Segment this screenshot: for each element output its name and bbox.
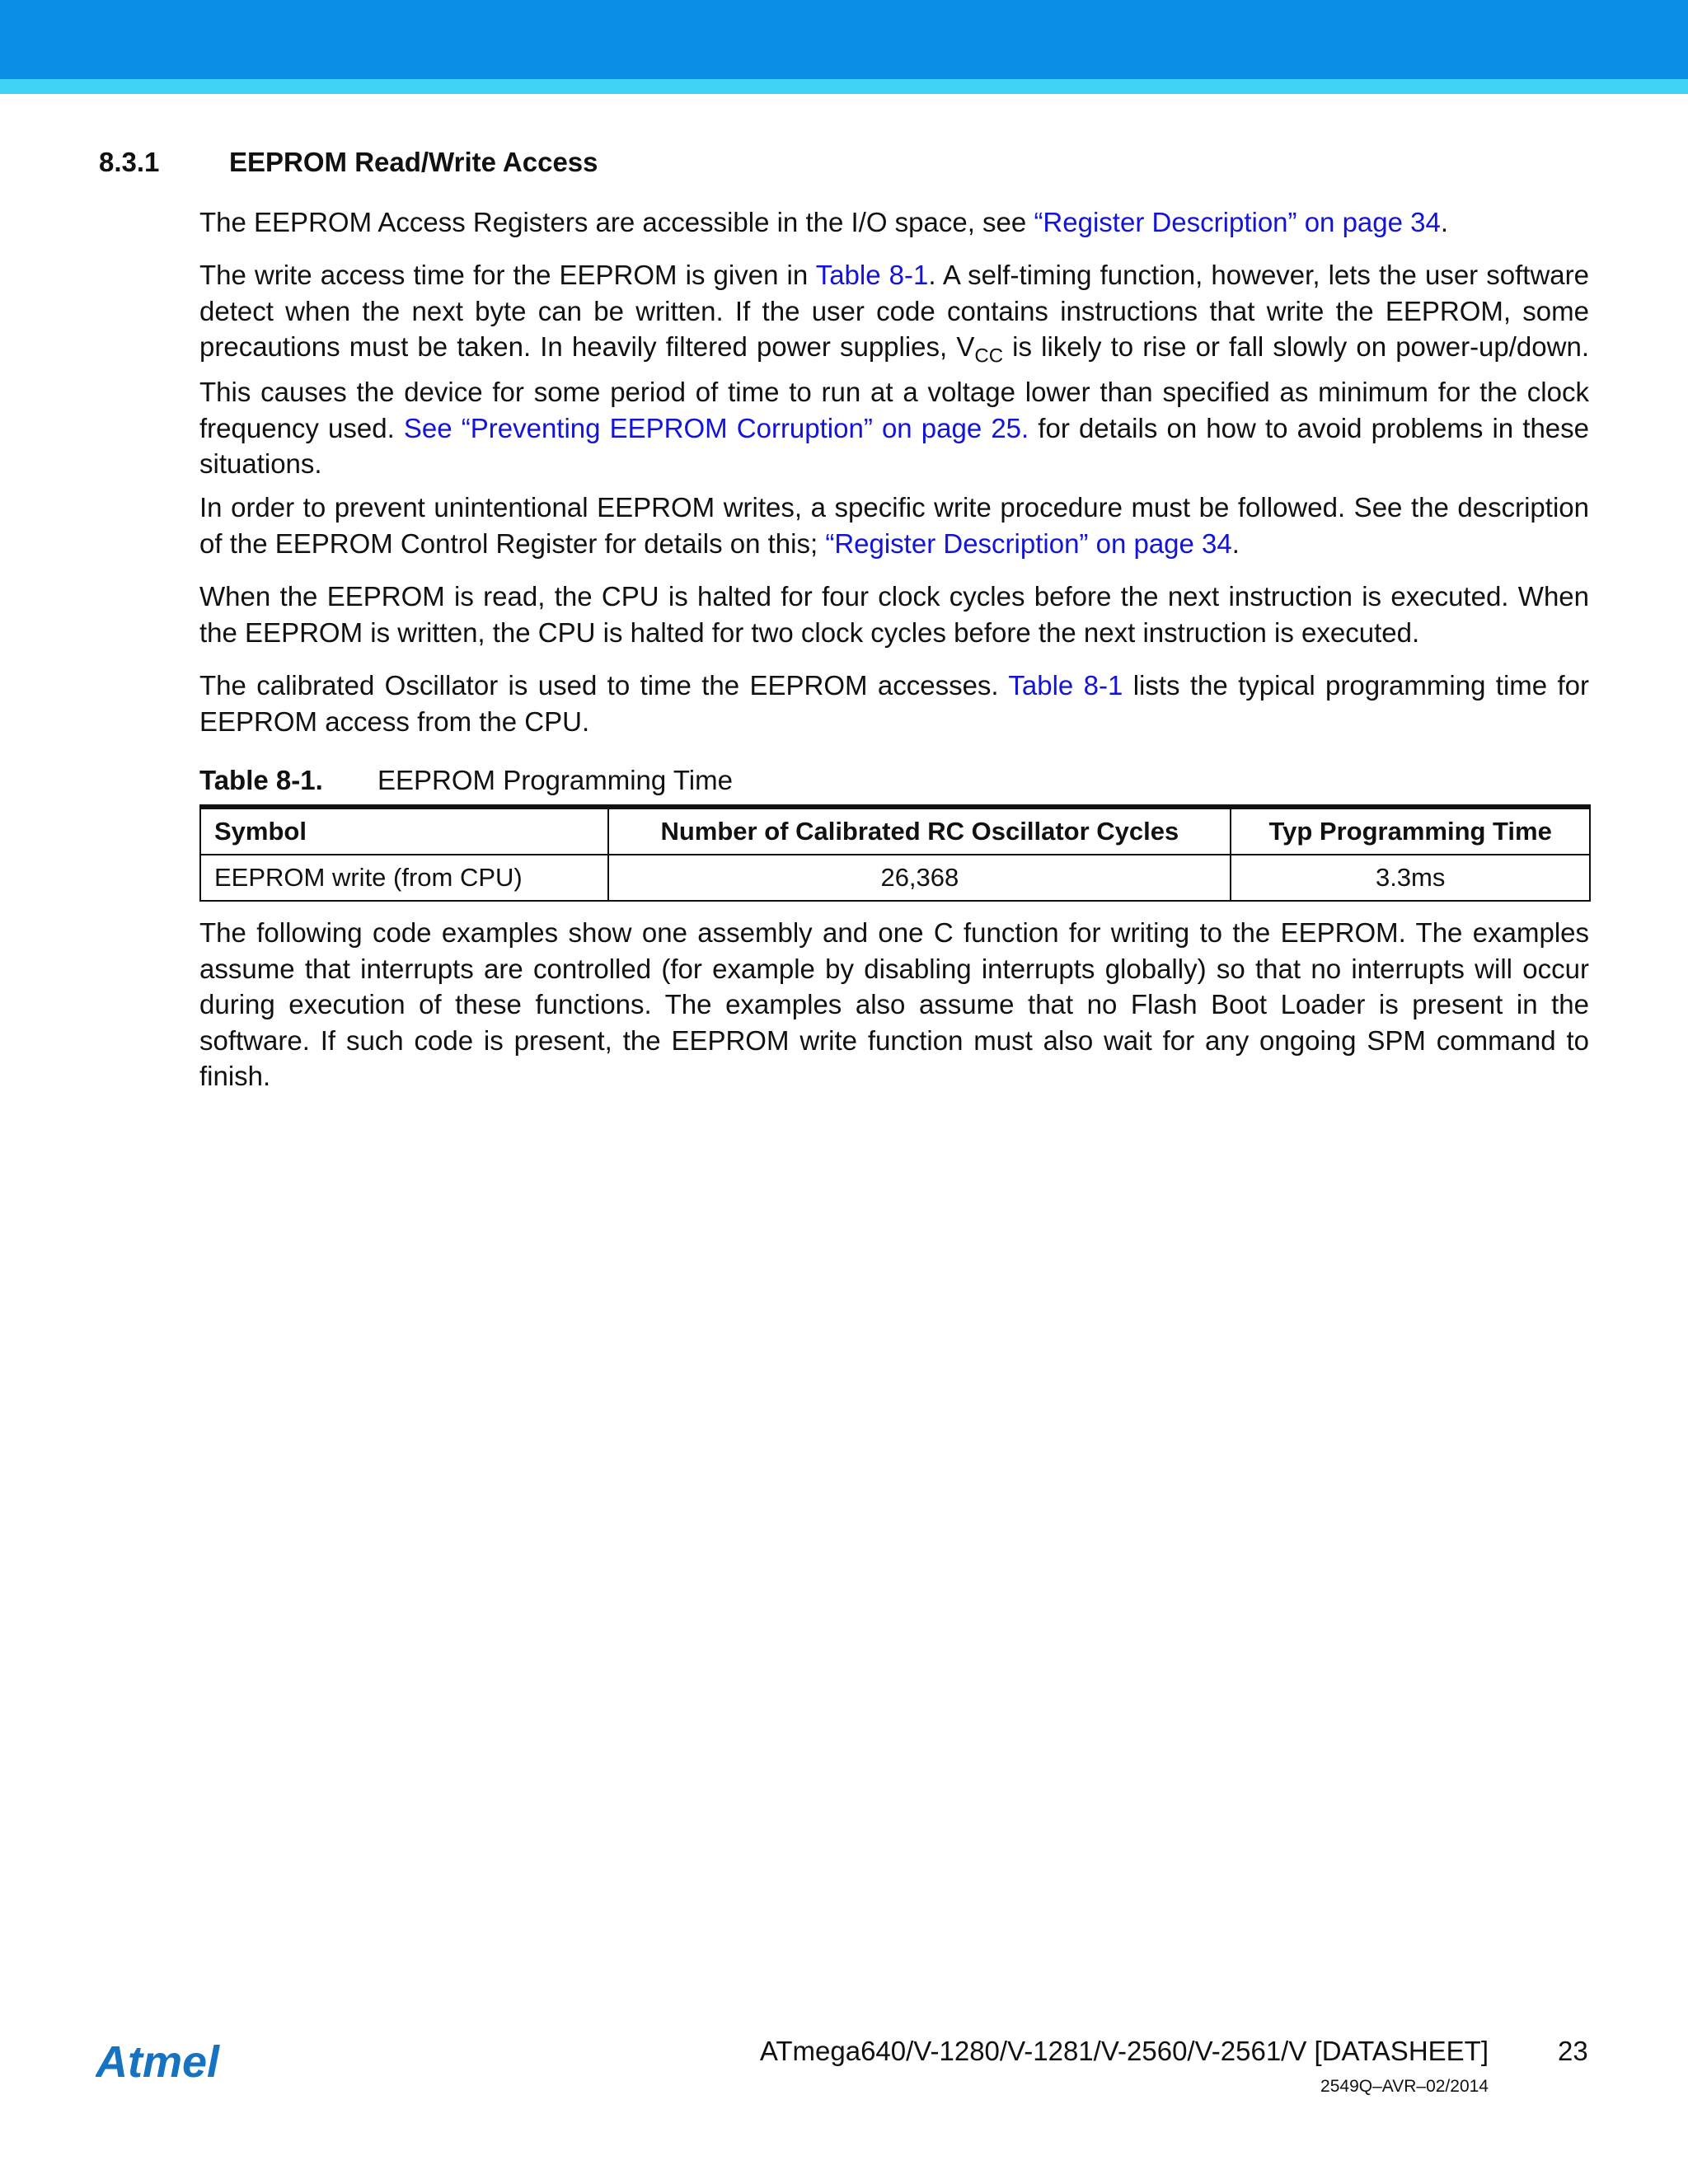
paragraph-text: The calibrated Oscillator is used to time the EEPROM accesses. — [199, 670, 1009, 701]
section-title: EEPROM Read/Write Access — [229, 147, 598, 177]
table-header-symbol: Symbol — [200, 807, 608, 855]
table-header-time: Typ Programming Time — [1231, 807, 1590, 855]
link-register-description[interactable]: “Register Description” on page 34 — [825, 527, 1232, 559]
link-table-8-1[interactable]: Table 8-1 — [815, 260, 929, 290]
paragraph-text: is likely to rise or fall slowly on power-up/down. This causes the device for some period of time to run at a voltage lower than specified as minimum for the clock frequency used. — [199, 331, 1589, 443]
paragraph-calibrated-oscillator — [199, 668, 1589, 739]
paragraph-write-access-time — [199, 257, 1589, 482]
paragraph-text: for details on how to avoid problems in these situations. — [199, 412, 1589, 480]
eeprom-programming-time-table — [199, 804, 1591, 902]
paragraph-text: . — [1231, 527, 1240, 559]
paragraph-cpu-halted — [199, 579, 1589, 650]
table-title: EEPROM Programming Time — [377, 765, 733, 795]
link-preventing-eeprom-corruption[interactable]: See “Preventing EEPROM Corruption” on page 25. — [403, 412, 1029, 443]
paragraph-text: The EEPROM Access Registers are accessible in the I/O space, see — [199, 207, 1034, 237]
page-number: 23 — [1558, 2036, 1588, 2066]
section-number: 8.3.1 — [99, 147, 160, 177]
vcc-subscript: CC — [974, 344, 1004, 368]
paragraph-text: The following code examples show one assembly and one C function for writing to the EEPROM. The examples assume that interrupts are controlled (for example by disabling interrupts globally) so that no interrupts will occur during execution of these functions. The examples also assume that no Flash Boot Loader is present in the software. If such code is present, the EEPROM write function must also wait for any ongoing SPM command to finish. — [199, 917, 1589, 1091]
table-cell-symbol: EEPROM write (from CPU) — [200, 855, 608, 901]
paragraph-text: In order to prevent unintentional EEPROM writes, a specific write procedure must be followed. See the description of the EEPROM Control Register for details on this; — [199, 492, 1589, 559]
table-label: Table 8-1. — [199, 765, 323, 795]
paragraph-text: When the EEPROM is read, the CPU is halted for four clock cycles before the next instruction is executed. When the EEPROM is written, the CPU is halted for two clock cycles before the next instruction is executed. — [199, 581, 1589, 648]
svg-text:Atmel: Atmel — [96, 2037, 220, 2087]
header-stripe — [0, 79, 1688, 94]
paragraph-code-examples — [199, 915, 1589, 1094]
section-heading — [99, 147, 598, 178]
paragraph-access-registers — [199, 204, 1589, 241]
footer-document-title: ATmega640/V-1280/V-1281/V-2560/V-2561/V [DATASHEET] — [759, 2036, 1489, 2066]
table-cell-cycles: 26,368 — [608, 855, 1231, 901]
atmel-logo — [96, 2036, 241, 2093]
table-header-row — [200, 807, 1590, 855]
paragraph-write-procedure — [199, 490, 1589, 561]
atmel-logo-mark — [96, 2036, 241, 2088]
link-table-8-1[interactable]: Table 8-1 — [1008, 670, 1123, 701]
link-register-description[interactable]: “Register Description” on page 34 — [1034, 207, 1441, 237]
paragraph-text: The write access time for the EEPROM is given in — [199, 260, 816, 290]
table-header-cycles: Number of Calibrated RC Oscillator Cycles — [608, 807, 1231, 855]
document-code: 2549Q–AVR–02/2014 — [1320, 2077, 1489, 2096]
table-caption — [199, 765, 733, 796]
header-bar — [0, 0, 1688, 79]
table-row — [200, 855, 1590, 901]
paragraph-text: . — [1440, 207, 1449, 237]
table-cell-time: 3.3ms — [1231, 855, 1590, 901]
paragraph-text: . A self-timing function, however, lets the user software detect when the next byte can be written. If the user code contains instructions that write the EEPROM, some precautions must be taken. In heavily filtered power supplies, V — [199, 260, 1589, 362]
paragraph-text: lists the typical programming time for EEPROM access from the CPU. — [199, 670, 1589, 737]
